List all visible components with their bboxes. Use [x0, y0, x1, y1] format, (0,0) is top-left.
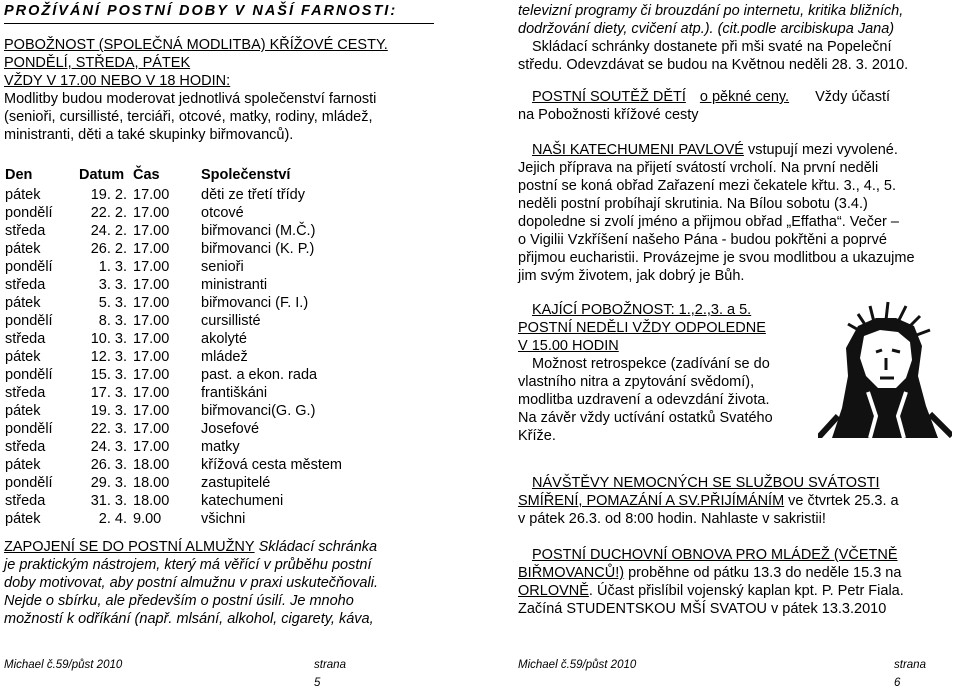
almuzny-continued: [518, 2, 954, 74]
header-datum: Datum: [79, 167, 125, 183]
row-day: pondělí: [5, 367, 53, 383]
soutez-prizes: o pěkné ceny.: [699, 89, 790, 105]
row-group: děti ze třetí třídy: [201, 187, 305, 203]
almuzny-line-2: je praktickým nástrojem, který má věřící v průběhu postní: [4, 557, 372, 573]
table-row: [5, 330, 421, 348]
row-day: středa: [5, 223, 46, 239]
row-group: Josefové: [201, 421, 260, 437]
row-time: 17.00: [133, 205, 170, 221]
table-row: [5, 186, 421, 204]
katechumeni-line-3: postní se koná obřad Zařazení mezi čekatele křtu. 3., 4., 5.: [518, 178, 897, 194]
table-row: [5, 294, 421, 312]
row-date: 29. 3.: [90, 475, 127, 491]
table-row: [5, 348, 421, 366]
schranky-line-2: středu. Odevzdávat se budou na Květnou neděli 28. 3. 2010.: [518, 57, 909, 73]
soutez-line-2: na Pobožnosti křížové cesty: [518, 107, 699, 123]
table-row: [5, 366, 421, 384]
row-date: 24. 2.: [90, 223, 127, 239]
row-date: 2. 4.: [98, 511, 127, 527]
row-time: 18.00: [133, 457, 170, 473]
row-time: 17.00: [133, 313, 170, 329]
left-page: [4, 0, 444, 689]
table-row: [5, 420, 421, 438]
row-time: 17.00: [133, 187, 170, 203]
row-date: 26. 3.: [90, 457, 127, 473]
continued-line-2: dodržování diety, cvičení atp.). (cit.podle arcibiskupa Jana): [518, 21, 895, 37]
row-day: středa: [5, 493, 46, 509]
row-time: 17.00: [133, 349, 170, 365]
pobonost-block: [4, 36, 444, 144]
footer-page-number-right: strana 6: [894, 659, 926, 689]
katechumeni-line-1: vstupují mezi vyvolené.: [743, 142, 898, 158]
row-day: pátek: [5, 349, 41, 365]
almuzny-line-3: doby motivovat, aby postní almužnu v praxi uskutečňovali.: [4, 575, 378, 591]
right-page: [518, 0, 954, 689]
row-day: pátek: [5, 187, 41, 203]
row-day: středa: [5, 277, 46, 293]
soutez-heading: POSTNÍ SOUTĚŽ DĚTÍ: [532, 89, 686, 105]
obnova-rest: proběhne od pátku 13.3 do neděle 15.3 na: [624, 565, 902, 581]
navstevy-block: [518, 474, 954, 528]
row-group: františkáni: [201, 385, 268, 401]
table-row: [5, 240, 421, 258]
footer-left-page: [4, 656, 346, 689]
row-time: 17.00: [133, 403, 170, 419]
kajici-line-3: modlitba uzdravení a odevzdání života.: [518, 392, 770, 408]
table-row: [5, 222, 421, 240]
pobonost-line-1: POBOŽNOST (SPOLEČNÁ MODLITBA) KŘÍŽOVÉ CESTY.: [4, 37, 388, 53]
row-day: pátek: [5, 511, 41, 527]
row-time: 17.00: [133, 277, 170, 293]
row-time: 17.00: [133, 223, 170, 239]
table-row: [5, 204, 421, 222]
almuzny-heading: ZAPOJENÍ SE DO POSTNÍ ALMUŽNY: [4, 539, 255, 555]
row-day: středa: [5, 385, 46, 401]
pobonost-line-5: (senioři, cursillisté, terciáři, otcové, matky, rodiny, mládež,: [4, 109, 373, 125]
row-group: biřmovanci (M.Č.): [201, 223, 316, 239]
header-cas: Čas: [133, 167, 160, 183]
row-time: 18.00: [133, 493, 170, 509]
obnova-line-4: Začíná STUDENTSKOU MŠÍ SVATOU v pátek 13.3.2010: [518, 601, 887, 617]
row-day: středa: [5, 439, 46, 455]
row-group: mládež: [201, 349, 248, 365]
row-group: zastupitelé: [201, 475, 271, 491]
row-group: biřmovanci(G. G.): [201, 403, 316, 419]
kajici-heading-1: KAJÍCÍ POBOŽNOST: 1.,2.,3. a 5.: [532, 302, 752, 318]
row-time: 17.00: [133, 367, 170, 383]
row-time: 17.00: [133, 295, 170, 311]
row-day: pondělí: [5, 475, 53, 491]
row-date: 12. 3.: [90, 349, 127, 365]
schedule-table: [5, 164, 421, 528]
kajici-block: [518, 301, 822, 445]
katechumeni-line-6: o Vigilii Vzkříšení našeho Pána - budou pokřtěni a poprvé: [518, 232, 887, 248]
row-date: 3. 3.: [98, 277, 127, 293]
kajici-heading-2: POSTNÍ NEDĚLI VŽDY ODPOLEDNE: [518, 320, 766, 336]
footer-issue-right: Michael č.59/půst 2010: [518, 659, 637, 671]
katechumeni-line-5: dopoledne si zvolí jméno a přijmou obřad „Effatha“. Večer –: [518, 214, 899, 230]
row-group: ministranti: [201, 277, 268, 293]
row-group: akolyté: [201, 331, 247, 347]
row-group: křížová cesta městem: [201, 457, 343, 473]
row-day: středa: [5, 331, 46, 347]
row-date: 19. 3.: [90, 403, 127, 419]
row-day: pátek: [5, 457, 41, 473]
soutez-rest: Vždy účastí: [815, 89, 891, 105]
kajici-line-5: Kříže.: [518, 428, 556, 444]
row-time: 17.00: [133, 331, 170, 347]
title-divider: [4, 23, 434, 24]
kajici-line-2: vlastního nitra a zpytování svědomí),: [518, 374, 755, 390]
navstevy-heading-1: NÁVŠTĚVY NEMOCNÝCH SE SLUŽBOU SVÁTOSTI: [532, 475, 880, 491]
table-row: [5, 258, 421, 276]
row-group: biřmovanci (K. P.): [201, 241, 315, 257]
row-time: 17.00: [133, 385, 170, 401]
schranky-line-1: Skládací schránky dostanete při mši svaté na Popeleční: [532, 39, 892, 55]
footer-issue: Michael č.59/půst 2010: [4, 659, 123, 671]
row-time: 17.00: [133, 241, 170, 257]
row-time: 17.00: [133, 439, 170, 455]
pobonost-line-3: VŽDY V 17.00 NEBO V 18 HODIN:: [4, 73, 231, 89]
katechumeni-line-2: Jejich příprava na přijetí svátostí vrcholí. Na první neděli: [518, 160, 879, 176]
obnova-rest-2: . Účast přislíbil vojenský kaplan kpt. P. Petr Fiala.: [588, 583, 904, 599]
table-row: [5, 438, 421, 456]
row-date: 19. 2.: [90, 187, 127, 203]
almuzny-line-1: Skládací schránka: [254, 539, 378, 555]
row-date: 31. 3.: [90, 493, 127, 509]
kajici-heading-3: V 15.00 HODIN: [518, 338, 619, 354]
table-row: [5, 312, 421, 330]
table-row: [5, 276, 421, 294]
kajici-line-4: Na závěr vždy uctívání ostatků Svatého: [518, 410, 773, 426]
katechumeni-heading: NAŠI KATECHUMENI PAVLOVÉ: [532, 142, 744, 158]
katechumeni-block: [518, 141, 954, 285]
row-day: pondělí: [5, 421, 53, 437]
row-date: 15. 3.: [90, 367, 127, 383]
row-date: 17. 3.: [90, 385, 127, 401]
continued-line-1: televizní programy či brouzdání po internetu, kritika bližních,: [518, 3, 904, 19]
navstevy-line-3: v pátek 26.3. od 8:00 hodin. Nahlaste v sakristii!: [518, 511, 826, 527]
row-date: 10. 3.: [90, 331, 127, 347]
kajici-line-1: Možnost retrospekce (zadívání se do: [532, 356, 770, 372]
navstevy-rest: ve čtvrtek 25.3. a: [784, 493, 899, 509]
row-day: pátek: [5, 241, 41, 257]
pobonost-line-6: ministranti, děti a také skupinky biřmovanců).: [4, 127, 294, 143]
row-group: senioři: [201, 259, 244, 275]
header-spolecenstvi: Společenství: [201, 167, 291, 183]
obnova-heading-2: BIŘMOVANCŮ!): [518, 565, 625, 581]
row-date: 5. 3.: [98, 295, 127, 311]
table-row: [5, 456, 421, 474]
row-date: 8. 3.: [98, 313, 127, 329]
row-day: pondělí: [5, 313, 53, 329]
row-date: 1. 3.: [98, 259, 127, 275]
table-row: [5, 510, 421, 528]
obnova-block: [518, 546, 954, 618]
katechumeni-line-7: přijmou eucharistii. Provázejme je svou modlitbou a ukazujme: [518, 250, 915, 266]
row-time: 18.00: [133, 475, 170, 491]
almuzny-block: [4, 538, 436, 628]
pobonost-line-2: PONDĚLÍ, STŘEDA, PÁTEK: [4, 55, 191, 71]
table-row: [5, 492, 421, 510]
footer-right-page: [518, 656, 926, 689]
row-date: 22. 3.: [90, 421, 127, 437]
row-day: pátek: [5, 295, 41, 311]
almuzny-line-5: možností k odříkání (např. mlsání, alkohol, cigarety, káva,: [4, 611, 374, 627]
footer-page-number: strana 5: [314, 659, 346, 689]
row-time: 17.00: [133, 421, 170, 437]
obnova-heading-1: POSTNÍ DUCHOVNÍ OBNOVA PRO MLÁDEŽ (VČETNĚ: [532, 547, 898, 563]
page-title: PROŽÍVÁNÍ POSTNÍ DOBY V NAŠÍ FARNOSTI:: [4, 3, 398, 19]
almuzny-line-4: Nejde o sbírku, ale především o postní úsilí. Je mnoho: [4, 593, 354, 609]
katechumeni-line-8: jim svým životem, jak dobrý je Bůh.: [518, 268, 745, 284]
row-date: 26. 2.: [90, 241, 127, 257]
row-time: 9.00: [133, 511, 162, 527]
row-group: matky: [201, 439, 240, 455]
pobonost-line-4: Modlitby budou moderovat jednotlivá společenství farnosti: [4, 91, 377, 107]
table-row: [5, 384, 421, 402]
table-body: [5, 186, 421, 528]
obnova-orlovna: ORLOVNĚ: [518, 583, 589, 599]
row-group: otcové: [201, 205, 244, 221]
row-group: cursillisté: [201, 313, 261, 329]
table-header-row: [5, 164, 421, 186]
header-den: Den: [5, 167, 33, 183]
row-group: past. a ekon. rada: [201, 367, 318, 383]
row-group: všichni: [201, 511, 246, 527]
row-date: 24. 3.: [90, 439, 127, 455]
table-row: [5, 474, 421, 492]
katechumeni-line-4: neděli postní probíhají skrutinia. Na Bílou sobotu (3.4.): [518, 196, 868, 212]
christ-woodcut-image: [818, 296, 952, 438]
row-date: 22. 2.: [90, 205, 127, 221]
christ-thorns-icon: [818, 296, 952, 438]
row-day: pátek: [5, 403, 41, 419]
row-day: pondělí: [5, 205, 53, 221]
soutez-block: [518, 88, 954, 124]
navstevy-heading-2: SMÍŘENÍ, POMAZÁNÍ A SV.PŘIJÍMÁNÍM: [518, 493, 785, 509]
row-time: 17.00: [133, 259, 170, 275]
row-group: biřmovanci (F. I.): [201, 295, 309, 311]
table-row: [5, 402, 421, 420]
row-group: katechumeni: [201, 493, 284, 509]
row-day: pondělí: [5, 259, 53, 275]
